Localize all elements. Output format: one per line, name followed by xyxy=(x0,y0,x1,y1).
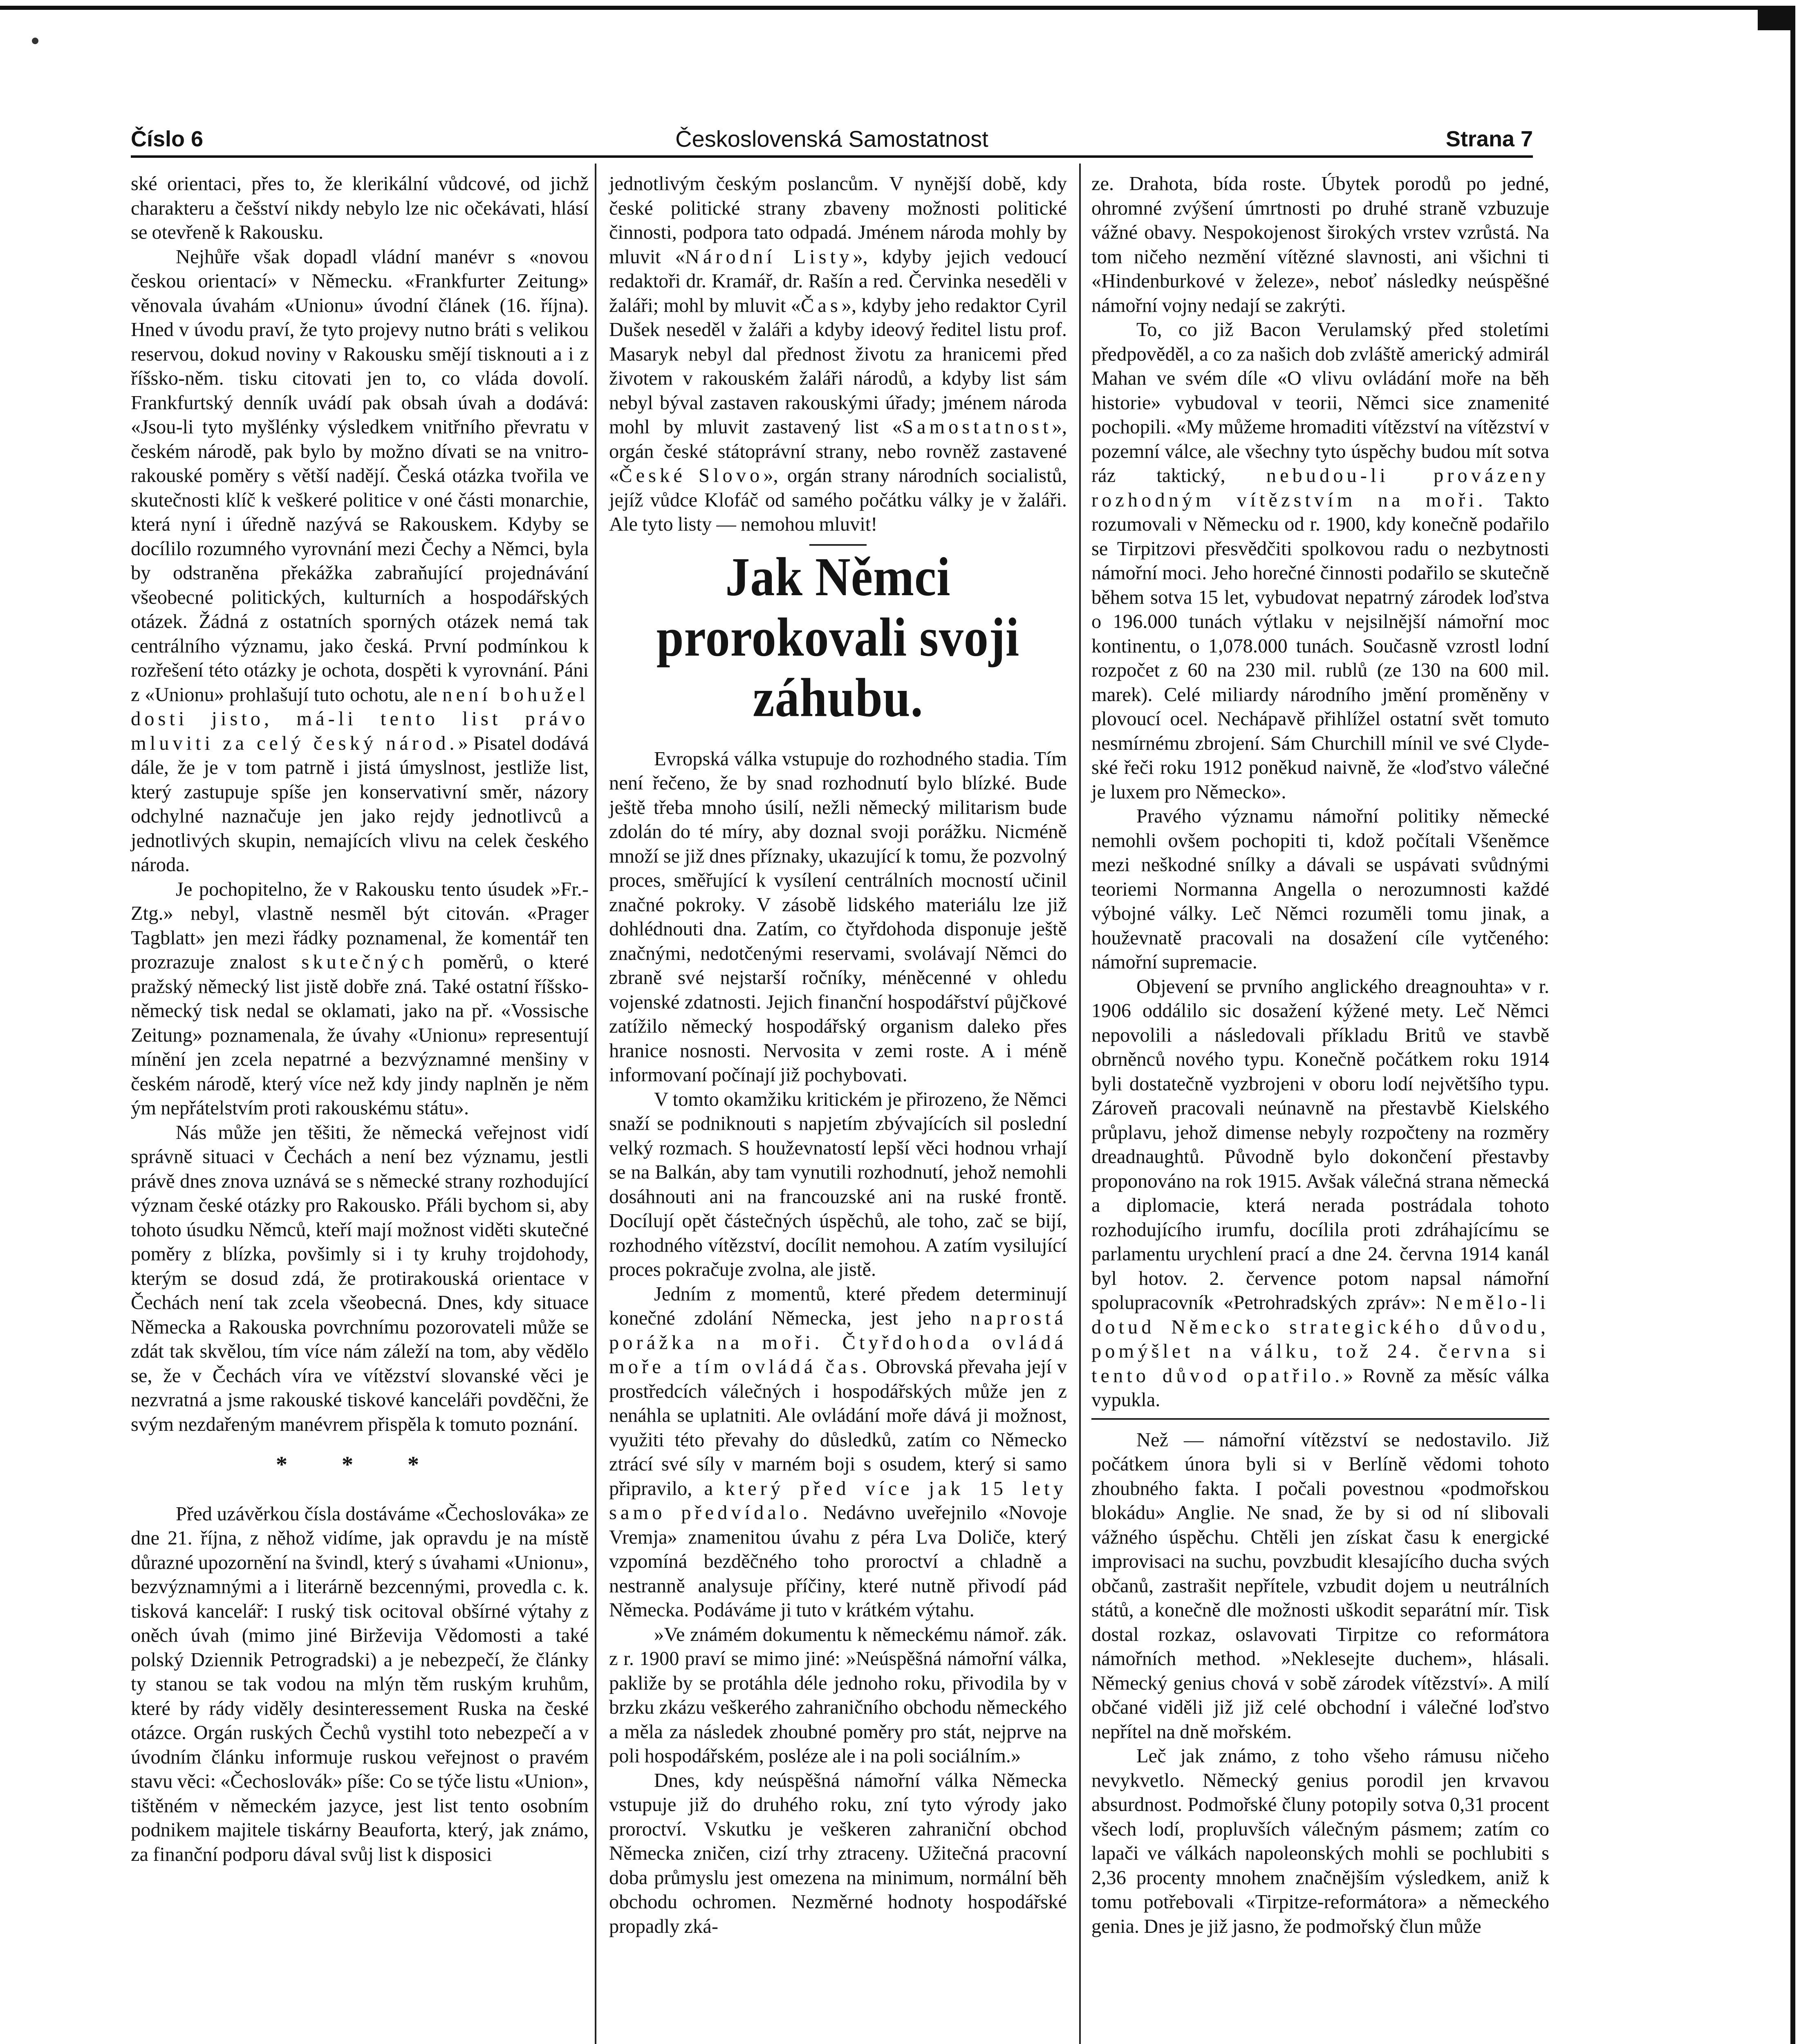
column-2 xyxy=(609,172,1067,1939)
col2-p1-text-a: jednotlivým českým poslancům. V nynější době, kdy české politické strany zbaveny možnosti politické činnosti, podpora tato odpadá. Jménem národa mohly by mluvit « xyxy=(609,173,1067,268)
scan-speck xyxy=(32,38,38,44)
col3-p2-emphasis: nebudou-li provázeny rozhodným vítězstvím na moři. xyxy=(1091,465,1549,511)
header-issue-number: Číslo 6 xyxy=(131,127,204,151)
col3-divider-rule xyxy=(1091,1418,1549,1420)
short-divider-rule xyxy=(809,544,867,546)
col3-p4-text-b: » Rovně za měsíc válka vypukla. xyxy=(1091,1365,1549,1411)
col3-p4-emphasis: Nemělo-li dotud Německo strategického důvodu, pomýšlet na válku, tož 24. června si tento důvod opatřilo. xyxy=(1091,1292,1549,1387)
col1-p3-emphasis: skutečných xyxy=(301,951,428,973)
col1-paragraph-4: Nás může jen těšiti, že německá veřejnost vidí správně situaci v Čechách a není bez významu, jestli právě dnes znova uznává se s německé strany rozhodující význam české otázky pro Rakousko. Přáli bychom si, aby tohoto úsudku Němců, kteří mají možnost viděti skutečné poměry z blízka, povšimly si i ty kruhy trojdohody, kterým se dosud zdá, že protirakouská orientace v Čechách není tak zcela všeobecná. Dnes, kdy situace Německa a Rakouska povrchnímu pozorovateli může se zdát tak skvělou, tím více nám záleží na tom, aby vědělo se, že v Čechách víra ve vítězství slovanské věci je nezvratná a jsme rakouské tiskové kanceláři povděčni, že svým nezdařeným manévrem přispěla k tomuto poznání. xyxy=(131,1121,589,1435)
header-page-number: Strana 7 xyxy=(1445,127,1533,151)
col2-p4-emphasis-1: naprostá porážka na moři. Čtyřdohoda ovládá moře a tím ovládá čas. xyxy=(609,1307,1067,1378)
col3-paragraph-4 xyxy=(1091,975,1549,1412)
col2-p1-narodni-listy: Národní Listy xyxy=(685,246,853,268)
col2-paragraph-2: Evropská válka vstupuje do rozhodného stadia. Tím není řečeno, že by snad rozhodnutí bylo blízké. Bude ještě třeba mnoho úsilí, nežli německý militarism bude zdolán do té míry, aby doznal svoji porážku. Nicméně množí se již dnes příznaky, ukazující k tomu, že pozvolný proces, směřující k vysílení centrálních mocností učinil značné pokroky. V zásobě lidského materiálu lze již dohlédnouti dna. Zatím, co čtyřdohoda disponuje ještě značnými, nedotčenými reservami, svolávají Němci do zbraně své nejstarší ročníky, méněcenné v ohledu vojenské zdatnosti. Jejich finanční hospodářství půjčkové zatížilo německý hospodářský organism daleko přes hranice nosnosti. Nervosita v zemi roste. A i méně informovaní počínají již pochybovati. xyxy=(609,748,1067,1086)
col2-p1-cas: Čas xyxy=(801,294,842,316)
column-1 xyxy=(131,172,589,1867)
col2-paragraph-1 xyxy=(609,172,1067,537)
col1-p2-text: Nejhůře však dopadl vládní manévr s «novou českou orientací» v Německu. «Frankfurter Zeitung» věnovala úvahám «Unionu» úvodní článek (16. října). Hned v úvodu praví, že tyto projevy nutno bráti s velikou reservou, dokud noviny v Rakousku smějí tisknouti a i z říšsko-něm. tisku citovati jen to, co vláda dovolí. Frankfurtský denník uvádí pak obsah úvah a dodává: «Jsou-li tyto myšlénky výsledkem vnitřního převratu v českém národě, pak bylo by možno dívati se na vnitro-rakouské poměry s větší nadějí. Česká otázka tvořila ve skutečnosti klíč k veškeré politice v oné části monarchie, která nyní i úředně nazývá se Rakouskem. Kdyby se docílilo rozumného vyrovnání mezi Čechy a Němci, byla by odstraněna překážka zabraňující projednávání všeobecné politických, kulturních a hospodářských otázek. Žádná z ostatních sporných otázek nemá tak centrálního významu, jako česká. První podmínkou k rozřešení této otázky je ochota, dospěti k vyrovnání. Páni z «Unionu» prohlašují tuto ochotu, ale xyxy=(131,246,589,706)
section-separator-stars: * * * xyxy=(276,1452,444,1477)
col1-paragraph-2 xyxy=(131,245,589,877)
article-headline: Jak Němci prorokovali svoji záhubu. xyxy=(656,546,1020,728)
column-divider-1 xyxy=(595,164,596,2044)
col2-paragraph-3: V tomto okamžiku kritickém je přirozeno, že Němci snaží se podniknouti s napjetím zbývajících sil poslední velký rozmach. S houževnatostí lepší věci hodnou vrhají se na Balkán, aby tam vynutili rozhodnutí, jehož nemohli dosáhnouti ani na francouzské ani na ruské frontě. Docílují opět částečných úspěchů, ale toho, zač se bijí, rozhodného vítězství, docílit nemohou. A zatím vysilující proces pokračuje zvolna, ale jistě. xyxy=(609,1088,1067,1280)
col1-paragraph-5: Před uzávěrkou čísla dostáváme «Čechoslováka» ze dne 21. října, z něhož vidíme, jak opravdu je na místě důrazné upozornění na švindl, který s úvahami «Unionu», bezvýznamnými a i literárně bezcennými, provedla c. k. tisková kancelář: I ruský tisk ocitoval obšírné výtahy z oněch úvah (mimo jiné Birževija Vědomosti a také polský Dziennik Petrogradski) a je nebezpečí, že články ty stanou se tak vodou na mlýn těm ruským kruhům, které by rády viděly desinteressement Ruska na české otázce. Orgán ruských Čechů vystihl toto nebezpečí a v úvodním článku informuje ruskou veřejnost o pravém stavu věci: «Čechoslovák» píše: Co se týče listu «Union», tištěném v německém jazyce, jest list tento osobním podnikem majitele tiskárny Beauforta, který, jak známo, za finanční podporu dával svůj list k disposici xyxy=(131,1503,589,1865)
col1-p2-emphasis: není bohužel dosti jisto, má-li tento list právo mluviti za celý český národ. xyxy=(131,684,589,754)
col3-p2-text-b: Takto rozumovali v Německu od r. 1900, kdy konečně podařilo se Tirpitzovi přesvědčiti spolkovou radu o nezbytnosti námořní moci. Jeho horečné činnosti podařilo se skutečně během sotva 15 let, vybudovat nepatrný zárodek loďstva o 196.000 tunách výtlaku v nejsilnější námořní moc kontinentu, o 1,078.000 tunách. Současně vzrostl lodní rozpočet z 60 na 230 mil. rublů (ze 130 na 600 mil. marek). Celé miliardy národního jmění proměněny v plovoucí ocel. Nechápavě přihlížel ostatní svět tomuto nesmírnému zbrojení. Sám Churchill mínil ve své Clyde-ské řeči roku 1912 poněkud naivně, že «loďstvo válečné je luxem pro Německo». xyxy=(1091,489,1549,803)
col3-paragraph-3: Pravého významu námořní politiky německé nemohli ovšem pochopiti ti, kdož počítali Všeněmce mezi neškodné snílky a dávali se uspávati svůdnými teoriemi Normanna Angella o nerozumnosti každé výbojné války. Leč Němci rozuměli tomu jinak, a houževnatě pracovali na dosažení cíle vytčeného: námořní supremacie. xyxy=(1091,805,1549,973)
column-3 xyxy=(1091,172,1549,1939)
col1-p2-tail: » Pisatel dodává dále, že je v tom patrně i jistá úmyslnost, jestliže list, který zastupuje spíše jen konservativní směr, názory odchylné naznačuje jen jako rejdy jednotlivců a jednotlivých skupin, nemajících vlivu na celek českého národa. xyxy=(131,732,589,876)
scan-border-top xyxy=(0,6,1795,10)
col3-paragraph-2 xyxy=(1091,318,1549,804)
col3-paragraph-5: Než — námořní vítězství se nedostavilo. Již počátkem února byli si v Berlíně vědomi tohoto zhoubného fakta. I počali povestnou «podmořskou blokádu» Anglie. Ne snad, že by si od ní slibovali vážného úspěchu. Chtěli jen získat času k energické improvisaci na suchu, povzbudit klesajícího ducha svých občanů, zastrašit nepřítele, vzbudit dojem u neutrálních států, a konečně dle možnosti uškodit separátní mír. Tisk dostal rozkaz, oslavovati Tirpitze co reformátora námořních method. »Neklesejte duchem», hlásali. Německý genius chová v sobě zárodek vítězství». A milí občané viděli již již celé obchodní i válečné loďstvo nepřítel na dně mořském. xyxy=(1091,1429,1549,1743)
col3-paragraph-1: ze. Drahota, bída roste. Úbytek porodů po jedné, ohromné zvýšení úmrtnosti po druhé straně vzbuzuje vážné obavy. Nespokojenost širokých vrstev vzrůstá. Na tom ničeho nezmění vítězné slavnosti, ani všichni ti «Hindenburkové v železe», neboť následky neúspěšné námořní vojny nedají se zakrýti. xyxy=(1091,173,1549,316)
col2-paragraph-5: »Ve známém dokumentu k německému námoř. zák. z r. 1900 praví se mimo jiné: »Neúspěšná námořní válka, pakliže by se protáhla déle jednoho roku, přivodila by v brzku zkázu veškerého zahraničního obchodu německého a měla za následek zhoubné poměry pro stát, nejprve na poli hospodářském, posléze ale i na poli sociálním.» xyxy=(609,1623,1067,1767)
col2-p4-text-c: Nedávno uveřejnilo «Novoje Vremja» znamenitou úvahu z péra Lva Doliče, který vzpomíná bezděčného toho proroctví a chladně a nestranně analysuje příčiny, které nutně přivodí pád Německa. Podáváme ji tuto v krátkém výtahu. xyxy=(609,1502,1067,1621)
col2-p4-text-b: Obrovská převaha její v prostředcích válečných i hospodářských může jen z nenáhla se uplatniti. Ale ovládání moře dává ji možnost, využiti této převahy do důsledků, zatím co Německo ztrácí své síly v marném boji s osudem, který si samo připravilo, a xyxy=(609,1356,1067,1499)
col3-paragraph-6: Leč jak známo, z toho všeho rámusu ničeho nevykvetlo. Německý genius porodil jen krvavou absurdnost. Podmořské čluny potopily sotva 0,31 procent všech lodí, propluvších válečným pásmem; zatím co lapači ve válkách napoleonských mohli se pochlubiti s 2,36 procenty mnohem značnějším výsledkem, aniž k tomu potřebovali «Tirpitze-reformátora» a německého genia. Dnes je již jasno, že podmořský člun může xyxy=(1091,1745,1549,1937)
col2-p4-text-a: Jedním z momentů, které předem determinují konečné zdolání Německa, jest jeho xyxy=(609,1283,1067,1329)
col2-p1-ceske-slovo: České Slovo xyxy=(619,465,764,486)
header-newspaper-title: Československá Samostatnost xyxy=(675,126,988,152)
col2-p1-text-d: », orgán české státoprávní strany, nebo rovněž zastavené « xyxy=(609,416,1067,486)
col3-p2-text-a: To, co již Bacon Verulamský před stoletími předpověděl, a co za našich dob zvláště americký admirál Mahan ve svém díle «O vlivu ovládání moře na běh historie» vybudoval v teorii, Němci sice znamenité pochopili. «My můžeme hromaditi vítězství na vítězství v pozemní válce, ale všechny tyto úspěchy budou mít sotva ráz taktický, xyxy=(1091,319,1549,486)
col1-paragraph-1: ské orientaci, přes to, že klerikální vůdcové, od jichž charakteru a češství nikdy nebylo lze nic očekávati, hlásí se otevřeně k Rakousku. xyxy=(131,173,589,243)
col2-p1-text-b: », kdyby jejich vedoucí redaktoři dr. Kramář, dr. Rašín a red. Červinka neseděli v žaláři; mohl by mluvit « xyxy=(609,246,1067,316)
scan-border-right xyxy=(1790,6,1795,2044)
column-divider-2 xyxy=(1079,164,1081,2044)
col2-p4-emphasis-2: který před více jak 15 lety samo předvídalo. xyxy=(609,1477,1067,1524)
col1-p3-tail: poměrů, o které pražský německý list jistě dobře zná. Také ostatní říšsko-německý tisk nedal se oklamati, jako na př. «Vossische Zeitung» poznamenala, že úvahy «Unionu» representují mínění jen zcela nepatrné a bezvýznamné menšiny v českém národě, který více než kdy jindy naplněn je něm ým nepřátelstvím proti rakouskému státu». xyxy=(131,951,589,1119)
col2-p1-samostatnost: Samostatnost xyxy=(902,416,1052,438)
col2-paragraph-4 xyxy=(609,1282,1067,1623)
col3-p4-text-a: Objevení se prvního anglického dreagnouhta» v r. 1906 oddálilo sic dosažení kýžené mety. Leč Němci nepovolili a následovali příkladu Britů ve stavbě obrněnců nového typu. Konečně počátkem roku 1914 byli dostatečně vyzbrojeni v oboru lodí největšího typu. Zároveň pracovali neúnavně na přestavbě Kielského průplavu, jehož dimense nebyly rozpočteny na rozměry dreadnaughtů. Původně bylo dokončení přestavby proponováno na rok 1915. Avšak válečná strana německá a diplomacie, která nerada postrádala tohoto rozhodujícího irumfu, docílila proti zdráhajícímu se parlamentu urychlení prací a dne 24. června 1914 kanál byl hotov. 2. července potom napsal námořní spolupracovník «Petrohradských zpráv»: xyxy=(1091,975,1549,1313)
col1-paragraph-3 xyxy=(131,877,589,1121)
col1-p3-text: Je pochopitelno, že v Rakousku tento úsudek »Fr.-Ztg.» nebyl, vlastně nesměl být citován. «Prager Tagblatt» jen mezi řádky poznamenal, že komentář ten prozrazuje znalost xyxy=(131,878,589,973)
page-header xyxy=(131,123,1533,159)
col2-p1-text-e: », orgán strany národních socialistů, jejíž vůdce Klofáč od samého počátku války je v žaláři. Ale tyto listy — nemohou mluvit! xyxy=(609,465,1067,535)
col2-paragraph-6: Dnes, kdy neúspěšná námořní válka Německa vstupuje již do druhého roku, zní tyto výrody jako proroctví. Vskutku je veškeren zahraniční obchod Německa zničen, cizí trhy ztraceny. Užitečná pracovní doba průmyslu jest omezena na minimum, normální běh obchodu ochromen. Nezměrné hodnoty hospodářské propadly zká- xyxy=(609,1769,1067,1937)
header-rule xyxy=(131,155,1533,158)
col2-p1-text-c: », kdyby jeho redaktor Cyril Dušek neseděl v žaláři a kdyby ideový ředitel listu prof. Masaryk nebyl dal přednost životu za hranicemi před životem v rakouském žaláři národů, a kdyby list sám nebyl býval zastaven rakouskými úřady; jménem národa mohl by mluvit zastavený list « xyxy=(609,294,1067,438)
scan-border-corner xyxy=(1758,6,1795,30)
